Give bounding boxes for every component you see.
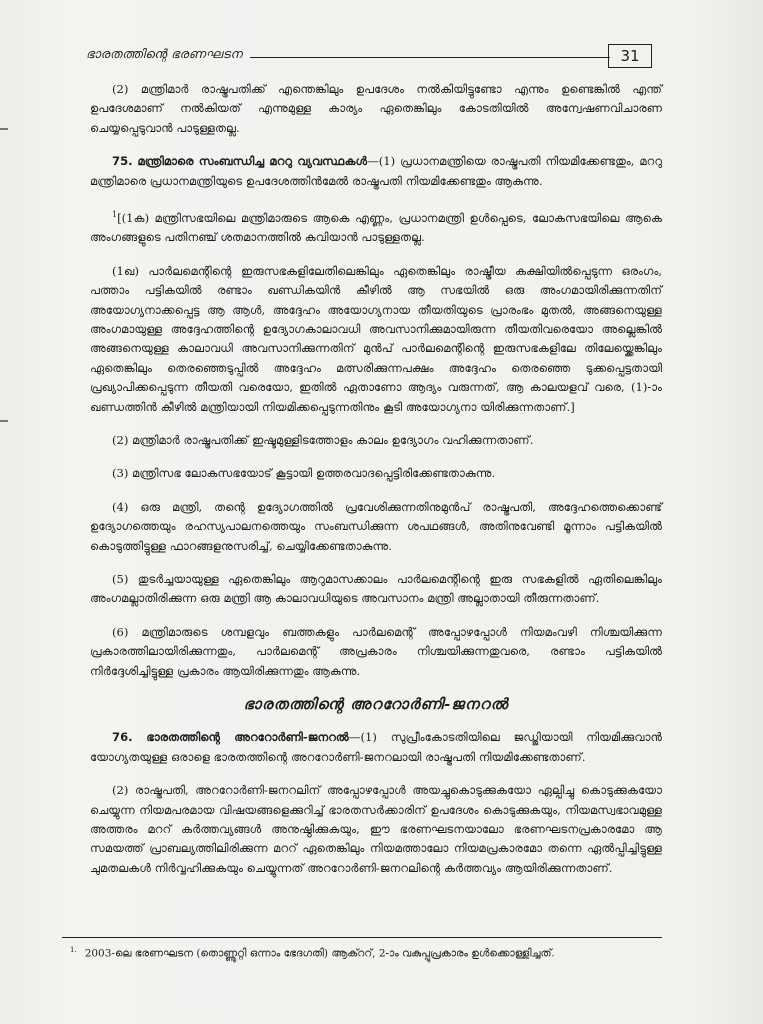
page-body bbox=[90, 80, 662, 892]
section-title: ഭാരതത്തിന്റെ അററോർണി-ജനറൽ bbox=[146, 730, 349, 745]
scan-edge-mark bbox=[0, 420, 8, 422]
clause-text: [(1ക) മന്ത്രിസഭയിലെ മന്ത്രിമാരുടെ ആകെ എണ്ണം, പ്രധാനമന്ത്രി ഉൾപ്പെടെ, ലോകസഭയിലെ ആകെ അംഗങ്ങളുടെ പതിനഞ്ച് ശതമാനത്തിൽ കവിയാൻ പാടുള്ളതല്ല. bbox=[90, 210, 662, 245]
section-75 bbox=[90, 152, 662, 191]
clause-1b: (1ഖ) പാർലമെന്റിന്റെ ഇരുസഭകളിലേതിലെങ്കിലും ഏതെങ്കിലും രാഷ്ട്രീയ കക്ഷിയിൽപ്പെടുന്ന ഒരംഗം, പത്താം പട്ടികയിൽ രണ്ടാം ഖണ്ഡികയിൻ കീഴിൽ ആ സഭയിൽ ഒരു അംഗമായിരിക്കുന്നതിന് അയോഗ്യനാക്കപ്പെട്ട ആ ആൾ, അദ്ദേഹം അയോഗ്യനായ തീയതിയുടെ പ്രാരംഭം മുതൽ, അങ്ങനെയുള്ള അംഗമായുള്ള അദ്ദേഹത്തിന്റെ ഉദ്യോഗകാലാവധി അവസാനിക്കുമായിരുന്ന തീയതിവരെയോ അല്ലെങ്കിൽ അങ്ങനെയുള്ള കാലാവധി അവസാനിക്കുന്നതിന് മുൻപ് പാർലമെന്റിന്റെ ഇരുസഭകളിലേ തിലേയ്ക്കെങ്കിലും ഏതെങ്കിലും തെരഞ്ഞെടുപ്പിൽ അദ്ദേഹം മത്സരിക്കുന്നപക്ഷം അദ്ദേഹം തെരഞ്ഞെ ടുക്കപ്പെട്ടതായി പ്രഖ്യാപിക്കപ്പെടുന്ന തീയതി വരെയോ, ഇതിൽ ഏതാണോ ആദ്യം വരുന്നത്, ആ കാലയളവ് വരെ, (1)-ാം ഖണ്ഡത്തിൻ കീഴിൽ മന്ത്രിയായി നിയമിക്കപ്പെടുന്നതിനും കൂടി അയോഗ്യനാ യിരിക്കുന്നതാണ്.] bbox=[90, 263, 662, 414]
scan-edge-mark bbox=[0, 128, 8, 130]
page-header bbox=[86, 44, 652, 70]
clause-1a bbox=[90, 205, 662, 248]
header-rule bbox=[250, 57, 610, 58]
clause-5: (5) തുടർച്ചയായുള്ള ഏതെങ്കിലും ആറുമാസക്കാലം പാർലമെന്റിന്റെ ഇരു സഭകളിൽ ഏതിലെങ്കിലും അംഗമല്ലാതിരിക്കുന്ന ഒരു മന്ത്രി ആ കാലാവധിയുടെ അവസാനം മന്ത്രി അല്ലാതായി തീരുന്നതാണ്. bbox=[90, 571, 662, 606]
paragraph: (2) മന്ത്രിമാർ രാഷ്ട്രപതിക്ക് എന്തെങ്കിലും ഉപദേശം നൽകിയിട്ടുണ്ടോ എന്നും ഉണ്ടെങ്കിൽ എന്ത് ഉപദേശമാണ് നൽകിയത് എന്നുമുള്ള കാര്യം ഏതെങ്കിലും കോടതിയിൽ അന്വേഷണവിചാരണ ചെയ്യപ്പെടുവാൻ പാടുള്ളതല്ല. bbox=[90, 82, 662, 135]
section-title: മന്ത്രിമാരെ സംബന്ധിച്ച മററു വ്യവസ്ഥകൾ bbox=[137, 154, 368, 169]
clause-2: (2) മന്ത്രിമാർ രാഷ്ട്രപതിക്ക് ഇഷ്ടമുള്ളിടത്തോളം കാലം ഉദ്യോഗം വഹിക്കുന്നതാണ്. bbox=[112, 432, 534, 447]
section-body: —(1) പ്രധാനമന്ത്രിയെ രാഷ്ട്രപതി നിയമിക്കേണ്ടതും, മററു മന്ത്രിമാരെ പ്രധാനമന്ത്രിയുടെ ഉപദേശത്തിൻമേൽ രാഷ്ട്രപതി നിയമിക്കേണ്ടതും ആകുന്നു. bbox=[90, 154, 662, 188]
clause-3: (3) മന്ത്രിസഭ ലോകസഭയോട് കൂട്ടായി ഉത്തരവാദപ്പെട്ടിരിക്കേണ്ടതാകുന്നു. bbox=[112, 466, 496, 481]
section-subheading: ഭാരതത്തിന്റെ അററോർണി-ജനറൽ bbox=[243, 695, 509, 714]
page-number: 31 bbox=[608, 44, 652, 68]
footnote-text: 2003-ലെ ഭരണഘടന (തൊണ്ണൂറ്റി ഒന്നാം ഭേദഗതി) ആക്ററ്, 2-ാം വകുപ്പുപ്രകാരം ഉൾക്കൊള്ളിച്ചത്. bbox=[84, 947, 555, 960]
running-head: ഭാരതത്തിന്റെ ഭരണഘടന bbox=[86, 46, 243, 61]
clause-4: (4) ഒരു മന്ത്രി, തന്റെ ഉദ്യോഗത്തിൽ പ്രവേശിക്കുന്നതിനുമുൻപ് രാഷ്ട്രപതി, അദ്ദേഹത്തെക്കൊണ്ട് ഉദ്യോഗത്തെയും രഹസ്യപാലനത്തെയും സംബന്ധിക്കുന്ന ശപഥങ്ങൾ, അതിനുവേണ്ടി മൂന്നാം പട്ടികയിൽ കൊടുത്തിട്ടുള്ള ഫാറങ്ങളനുസരിച്ച്, ചെയ്യിക്കേണ്ടതാകുന്നു. bbox=[90, 499, 662, 553]
footnote-rule bbox=[62, 937, 662, 938]
section-number: 76. bbox=[112, 730, 133, 745]
section-body: —(1) സുപ്രീംകോടതിയിലെ ജഡ്ജിയായി നിയമിക്കുവാൻ യോഗ്യതയുള്ള ഒരാളെ ഭാരതത്തിന്റെ അററോർണി-ജനറലായി രാഷ്ട്രപതി നിയമിക്കേണ്ടതാണ്. bbox=[90, 730, 662, 764]
footnote-reference: 1 bbox=[112, 210, 118, 220]
footnote bbox=[70, 942, 660, 962]
section-76 bbox=[90, 728, 662, 767]
footnote-mark: 1. bbox=[70, 946, 77, 954]
clause-76-2: (2) രാഷ്ട്രപതി, അററോർണി-ജനറലിന് അപ്പോഴപ്പോൾ അയച്ചുകൊടുക്കുകയോ ഏല്പിച്ചു കൊടുക്കുകയോ ചെയ്യുന്ന നിയമപരമായ വിഷയങ്ങളെക്കുറിച്ച് ഭാരതസർക്കാരിന് ഉപദേശം കൊടുക്കുകയും, നിയമസ്വഭാവമുള്ള അത്തരം മററ് കർത്തവ്യങ്ങൾ അനുഷ്ഠിക്കുകയും, ഈ ഭരണഘടനയാലോ ഭരണഘടനപ്രകാരമോ ആ സമയത്ത് പ്രാബല്യത്തിലിരിക്കുന്ന മററ് ഏതെങ്കിലും നിയമത്താലോ നിയമപ്രകാരമോ തന്നെ ഏൽപ്പിച്ചിട്ടുള്ള ചുമതലകൾ നിർവ്വഹിക്കുകയും ചെയ്യുന്നത് അററോർണി-ജനറലിന്റെ കർത്തവ്യം ആയിരിക്കുന്നതാണ്. bbox=[90, 783, 662, 875]
section-number: 75. bbox=[112, 154, 133, 169]
clause-6: (6) മന്ത്രിമാരുടെ ശമ്പളവും ബത്തകളും പാർലമെന്റ് അപ്പോഴപ്പോൾ നിയമംവഴി നിശ്ചയിക്കുന്ന പ്രകാരത്തിലായിരിക്കുന്നതും, പാർലമെന്റ് അപ്രകാരം നിശ്ചയിക്കുന്നതുവരെ, രണ്ടാം പട്ടികയിൽ നിർദ്ദേശിച്ചിട്ടുള്ള പ്രകാരം ആയിരിക്കുന്നതും ആകുന്നു. bbox=[90, 624, 662, 678]
